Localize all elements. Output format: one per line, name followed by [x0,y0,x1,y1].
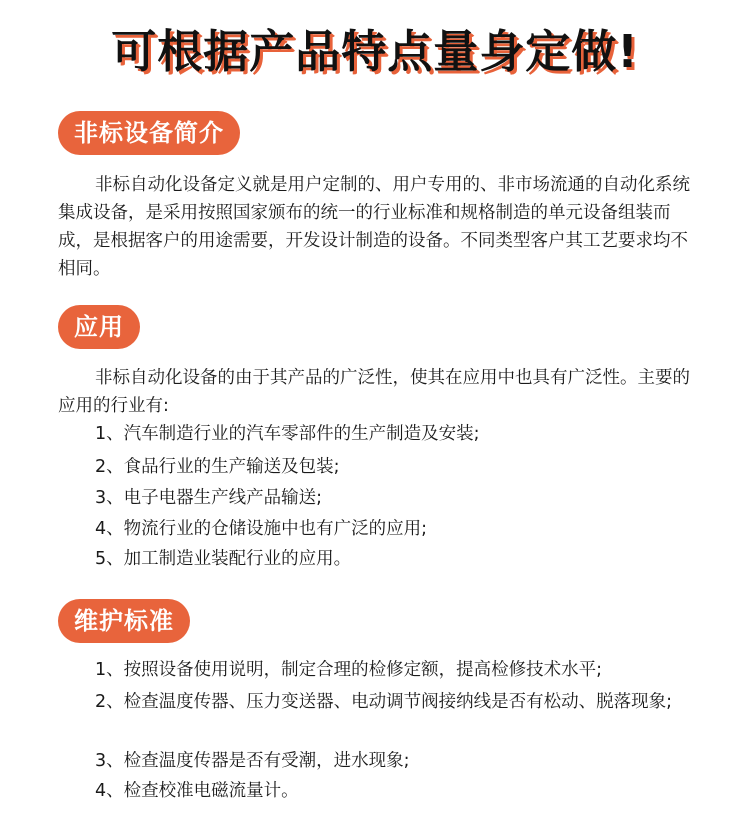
page-headline: 可根据产品特点量身定做! [111,25,639,78]
application-item-4: 4、物流行业的仓储设施中也有广泛的应用; [95,519,428,539]
application-item-2: 2、食品行业的生产输送及包装; [95,457,340,477]
application-paragraph: 非标自动化设备的由于其产品的广泛性，使其在应用中也具有广泛性。主要的应用的行业有: [58,368,690,416]
intro-paragraph: 非标自动化设备定义就是用户定制的、用户专用的、非市场流通的自动化系统集成设备，是采用按照国家颁布的统一的行业标准和规格制造的单元设备组装而成，是根据客户的用途需要，开发设计制造的设备。不同类型客户其工艺要求均不相同。 [58,175,690,279]
maintenance-item-2: 2、检查温度传器、压力变送器、电动调节阀接纳线是否有松动、脱落现象; [95,692,673,712]
application-item-1: 1、汽车制造行业的汽车零部件的生产制造及安装; [95,424,480,444]
section-title-application: 应用 [58,305,140,349]
application-item-5: 5、加工制造业装配行业的应用。 [95,549,352,569]
section-title-intro: 非标设备简介 [58,111,240,155]
maintenance-item-3: 3、检查温度传器是否有受潮，进水现象; [95,751,410,771]
application-item-3: 3、电子电器生产线产品输送; [95,488,323,508]
maintenance-item-1: 1、按照设备使用说明，制定合理的检修定额，提高检修技术水平; [95,660,603,680]
maintenance-item-4: 4、检查校准电磁流量计。 [95,781,299,801]
section-title-maintenance: 维护标准 [58,599,190,643]
